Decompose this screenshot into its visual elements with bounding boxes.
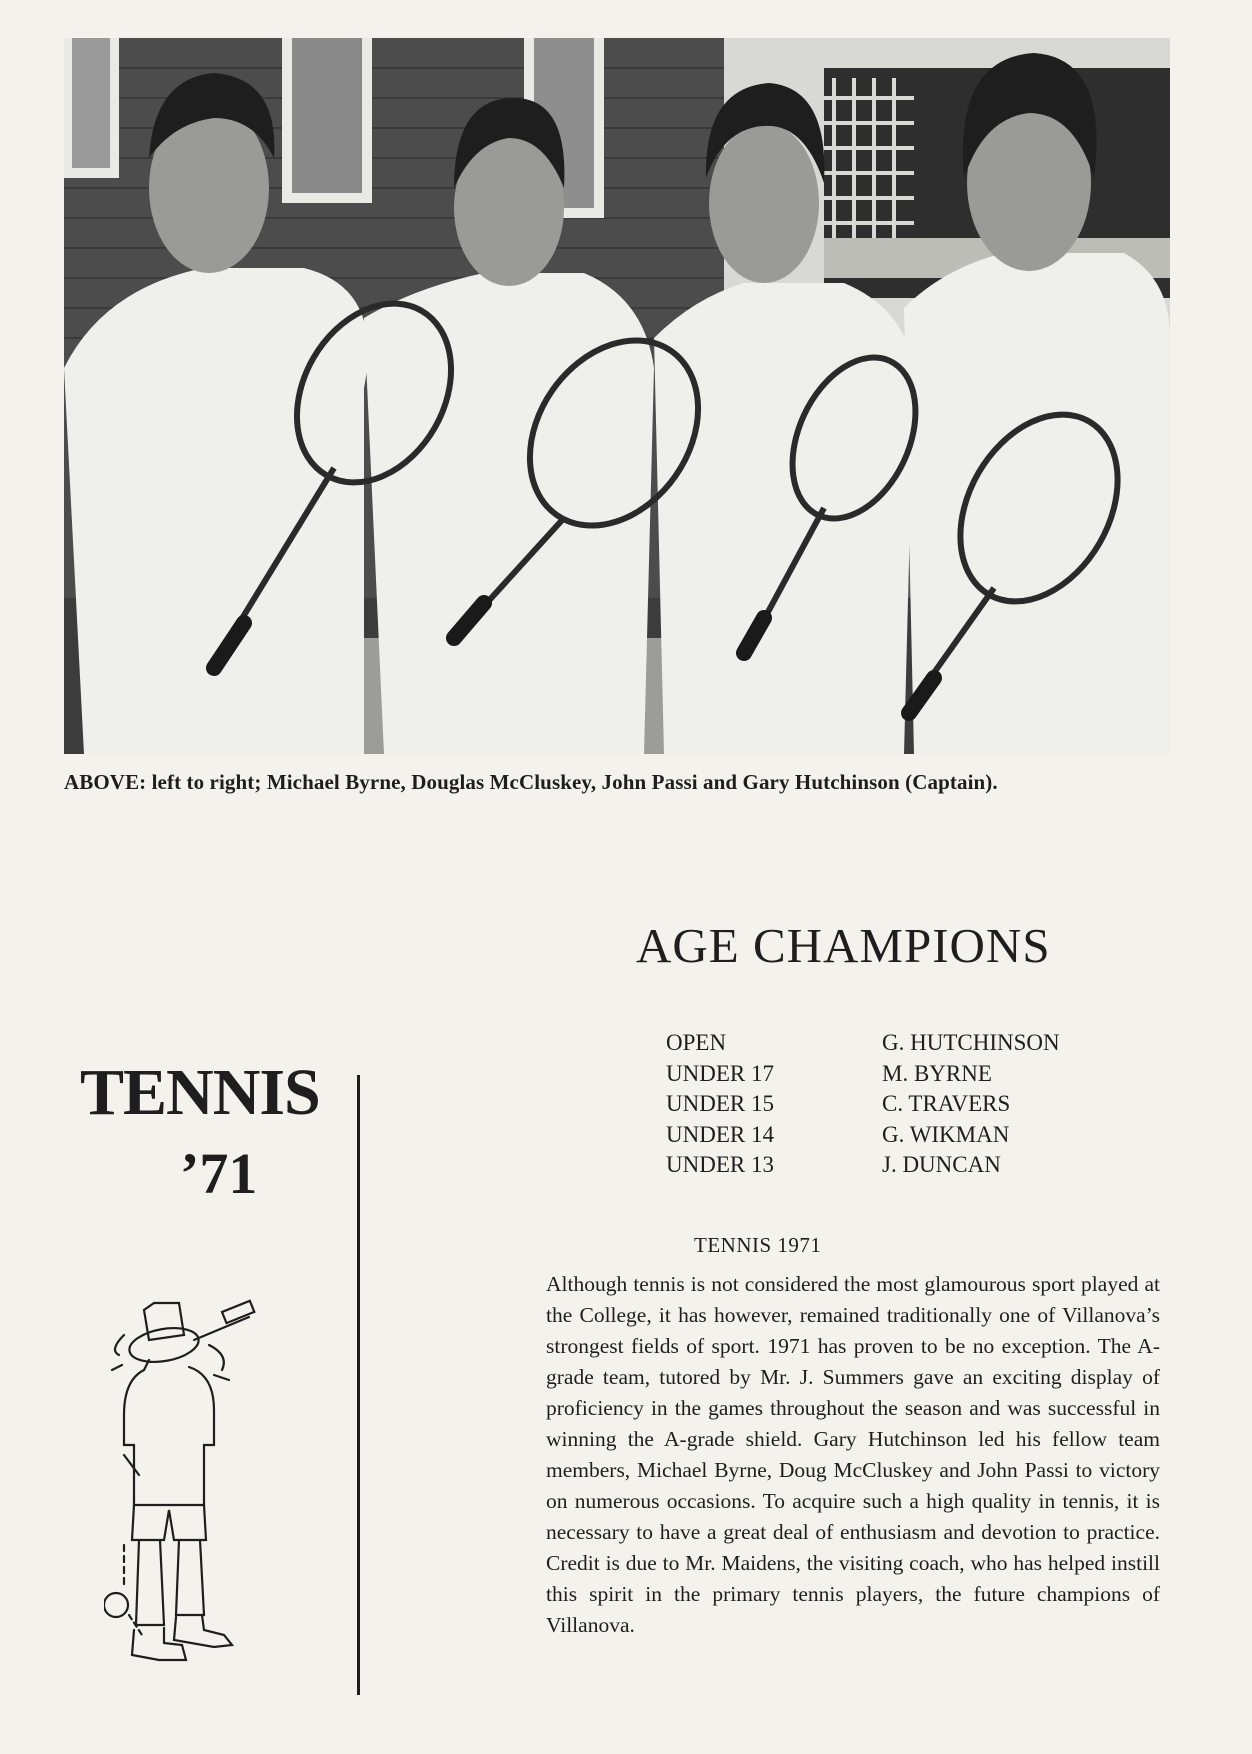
champion-name: J. DUNCAN bbox=[882, 1152, 1001, 1177]
section-title: TENNIS bbox=[80, 1056, 320, 1129]
table-row bbox=[666, 1089, 1060, 1120]
champion-name: M. BYRNE bbox=[882, 1060, 992, 1086]
age-category: OPEN bbox=[666, 1030, 727, 1055]
age-category: UNDER 15 bbox=[666, 1091, 774, 1116]
article-body: Although tennis is not considered the most glamourous sport played at the College, it has however, remained traditionally one of Villanova’s strongest fields of sport. 1971 has proven to be no exception. The A-grade team, tutored by Mr. J. Summers gave an exciting display of proficiency in the games throughout the season and was successful in winning the A-grade shield. Gary Hutchinson led his fellow team members, Michael Byrne, Doug McCluskey and John Passi to victory on numerous occasions. To acquire such a high quality in tennis, it is necessary to have a great deal of enthusiasm and devotion to practice. Credit is due to Mr. Maidens, the visiting coach, who has helped instill this spirit in the primary tennis players, the future champions of Villanova. bbox=[546, 1272, 1160, 1637]
section-year: ’71 bbox=[180, 1141, 258, 1206]
age-champions-heading: AGE CHAMPIONS bbox=[636, 918, 1051, 973]
age-category: UNDER 17 bbox=[666, 1060, 774, 1086]
table-row bbox=[666, 1059, 1060, 1090]
team-photo-illustration bbox=[64, 38, 1170, 754]
table-row bbox=[666, 1150, 1060, 1181]
age-champions-table bbox=[666, 1028, 1060, 1181]
champion-name: G. HUTCHINSON bbox=[882, 1030, 1060, 1055]
tennis-cartoon-illustration bbox=[104, 1295, 274, 1667]
photo-caption: ABOVE: left to right; Michael Byrne, Douglas McCluskey, John Passi and Gary Hutchinson (Captain). bbox=[64, 770, 998, 794]
champion-name: G. WIKMAN bbox=[882, 1121, 1010, 1147]
age-category: UNDER 13 bbox=[666, 1152, 774, 1177]
age-category: UNDER 14 bbox=[666, 1121, 774, 1147]
champion-name: C. TRAVERS bbox=[882, 1091, 1011, 1116]
team-photo bbox=[64, 38, 1170, 754]
table-row bbox=[666, 1120, 1060, 1151]
vertical-divider bbox=[357, 1075, 360, 1695]
table-row bbox=[666, 1028, 1060, 1059]
article-title: TENNIS 1971 bbox=[694, 1233, 822, 1257]
